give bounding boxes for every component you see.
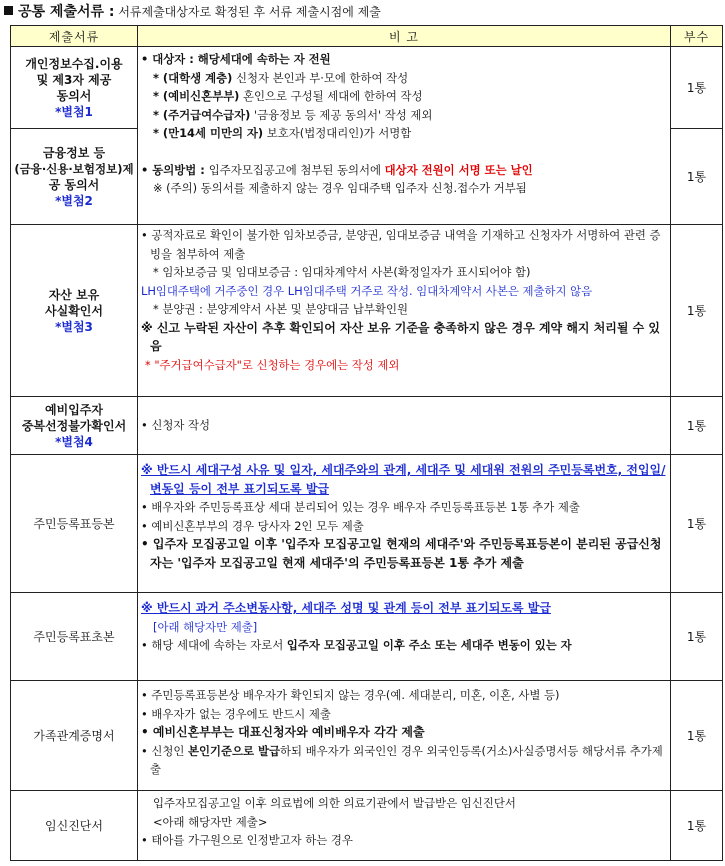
copies-cell: 1통 xyxy=(671,47,723,129)
doc-name-cell: 임신진단서 xyxy=(11,791,138,861)
doc-name-cell: 주민등록표초본 xyxy=(11,593,138,681)
remark-line: • 대상자 : 해당세대에 속하는 자 전원 xyxy=(141,52,331,66)
remark-line: * 분양권 : 분양계약서 사본 및 분양대금 납부확인원 xyxy=(153,302,408,316)
table-row xyxy=(11,791,723,861)
copies-cell: 1통 xyxy=(671,455,723,593)
remark-line: • 예비신혼부부의 경우 당사자 2인 모두 제출 xyxy=(141,518,364,533)
annex-label: *별첨1 xyxy=(55,104,93,119)
table-header-row xyxy=(11,26,723,47)
annex-label: *별첨4 xyxy=(55,434,93,449)
copies-cell: 1통 xyxy=(671,397,723,455)
doc-name-line: 자산 보유 xyxy=(48,287,100,302)
doc-name-line: (금융·신용·보험정보)제 xyxy=(14,161,134,176)
remarks-cell-pregnancy xyxy=(138,791,671,861)
doc-name-cell xyxy=(11,129,138,225)
remark-line: * (예비신혼부부) 혼인으로 구성될 세대에 한하여 작성 xyxy=(153,89,423,103)
doc-name-line: 중복선정불가확인서 xyxy=(21,418,127,433)
remark-line: • 배우자가 없는 경우에도 반드시 제출 xyxy=(141,706,331,721)
table-row xyxy=(11,593,723,681)
header-documents: 제출서류 xyxy=(11,26,138,47)
annex-label: *별첨3 xyxy=(55,319,93,334)
doc-name-line: 개인정보수집.이용 xyxy=(25,56,123,71)
remark-line: ※ 신고 누락된 자산이 추후 확인되어 자산 보유 기준을 충족하지 않은 경우 계약 해지 처리될 수 있음 xyxy=(141,320,661,353)
remark-line: * (주거급여수급자) '금융정보 등 제공 동의서' 작성 제외 xyxy=(153,107,433,122)
doc-name-line: 사실확인서 xyxy=(45,303,103,318)
remark-line: ※ (주의) 동의서를 제출하지 않는 경우 임대주택 입주자 신청.접수가 거부됨 xyxy=(153,181,527,195)
header-remarks: 비 고 xyxy=(138,26,671,47)
remark-line: • 입주자 모집공고일 이후 '입주자 모집공고일 현재의 세대주'와 주민등록표등본이 분리된 공급신청자는 '입주자 모집공고일 현재 세대주'의 주민등록표등본 1통 추가 제출 xyxy=(141,537,662,570)
doc-name-cell: 가족관계증명서 xyxy=(11,681,138,791)
copies-cell: 1통 xyxy=(671,225,723,397)
remark-line: • 동의방법 : 입주자모집공고에 첨부된 동의서에 대상자 전원이 서명 또는 날인 xyxy=(141,162,533,177)
doc-name-line: 공 동의서 xyxy=(48,177,100,192)
remarks-cell-asset xyxy=(138,225,671,397)
remarks-cell-resident-abstract xyxy=(138,593,671,681)
remark-line: • 배우자와 주민등록표상 세대 분리되어 있는 경우 배우자 주민등록표등본 1통 추가 제출 xyxy=(141,500,580,514)
remark-line: • 신청자 작성 xyxy=(141,418,210,433)
remark-line: * (대학생 계층) 신청자 본인과 부·모에 한하여 작성 xyxy=(153,70,409,85)
table-row xyxy=(11,455,723,593)
remark-line: • 예비신혼부부는 대표신청자와 예비배우자 각각 제출 xyxy=(141,725,425,739)
doc-name-cell xyxy=(11,47,138,129)
section-description: 서류제출대상자로 확정된 후 서류 제출시점에 제출 xyxy=(114,5,381,19)
remark-line: * 임차보증금 및 임대보증금 : 임대차계약서 사본(확정일자가 표시되어야 함) xyxy=(153,265,531,279)
table-row xyxy=(11,225,723,397)
remarks-cell-resident-copy xyxy=(138,455,671,593)
remark-line: • 해당 세대에 속하는 자로서 입주자 모집공고일 이후 주소 또는 세대주 변동이 있는 자 xyxy=(141,638,572,652)
section-title: 공통 제출서류 : xyxy=(18,4,115,20)
doc-name-cell xyxy=(11,225,138,397)
doc-name-line: 동의서 xyxy=(56,88,92,103)
doc-name-cell xyxy=(11,397,138,455)
doc-name-cell: 주민등록표등본 xyxy=(11,455,138,593)
remark-line: • 신청인 본인기준으로 발급하되 배우자가 외국인인 경우 외국인등록(거소)사실증명서등 해당서류 추가제출 xyxy=(141,743,663,776)
section-heading xyxy=(4,2,381,22)
table-row xyxy=(11,397,723,455)
copies-cell: 1통 xyxy=(671,129,723,225)
remark-line: • 공적자료로 확인이 불가한 임차보증금, 분양권, 임대보증금 내역을 기재하고 신청자가 서명하여 관련 증빙을 첨부하여 제출 xyxy=(141,228,661,261)
documents-table xyxy=(10,25,723,861)
remark-line: 입주자모집공고일 이후 의료법에 의한 의료기관에서 발급받은 임신진단서 xyxy=(153,796,516,810)
header-copies: 부수 xyxy=(671,26,723,47)
remark-line: <아래 해당자만 제출> xyxy=(153,814,268,829)
remark-line: • 주민등록표등본상 배우자가 확인되지 않는 경우(예. 세대분리, 미혼, 이혼, 사별 등) xyxy=(141,688,560,702)
remarks-cell-duplicate xyxy=(138,397,671,455)
square-bullet-icon xyxy=(4,6,13,15)
annex-label: *별첨2 xyxy=(55,193,93,208)
copies-cell: 1통 xyxy=(671,593,723,681)
table-row xyxy=(11,47,723,129)
doc-name-line: 예비입주자 xyxy=(45,402,103,417)
doc-name-line: 및 제3자 제공 xyxy=(36,72,112,87)
remark-line: LH임대주택에 거주중인 경우 LH임대주택 거주로 작성. 임대차계약서 사본은 제출하지 않음 xyxy=(141,283,593,298)
copies-cell: 1통 xyxy=(671,791,723,861)
remarks-cell-consent xyxy=(138,47,671,225)
remark-line: * "주거급여수급자"로 신청하는 경우에는 작성 제외 xyxy=(145,357,400,372)
remark-line: ※ 반드시 세대구성 사유 및 일자, 세대주와의 관계, 세대주 및 세대원 전원의 주민등록번호, 전입일/변동일 등이 전부 표기되도록 발급 xyxy=(141,463,666,496)
doc-name-line: 금융정보 등 xyxy=(42,145,106,160)
remark-line: • 태아를 가구원으로 인정받고자 하는 경우 xyxy=(141,833,353,847)
copies-cell: 1통 xyxy=(671,681,723,791)
remarks-cell-family xyxy=(138,681,671,791)
remark-line: [아래 해당자만 제출] xyxy=(153,619,258,634)
remark-line: ※ 반드시 과거 주소변동사항, 세대주 성명 및 관계 등이 전부 표기되도록 발급 xyxy=(141,601,551,615)
remark-line: * (만14세 미만의 자) 보호자(법정대리인)가 서명함 xyxy=(153,126,412,140)
table-row xyxy=(11,681,723,791)
